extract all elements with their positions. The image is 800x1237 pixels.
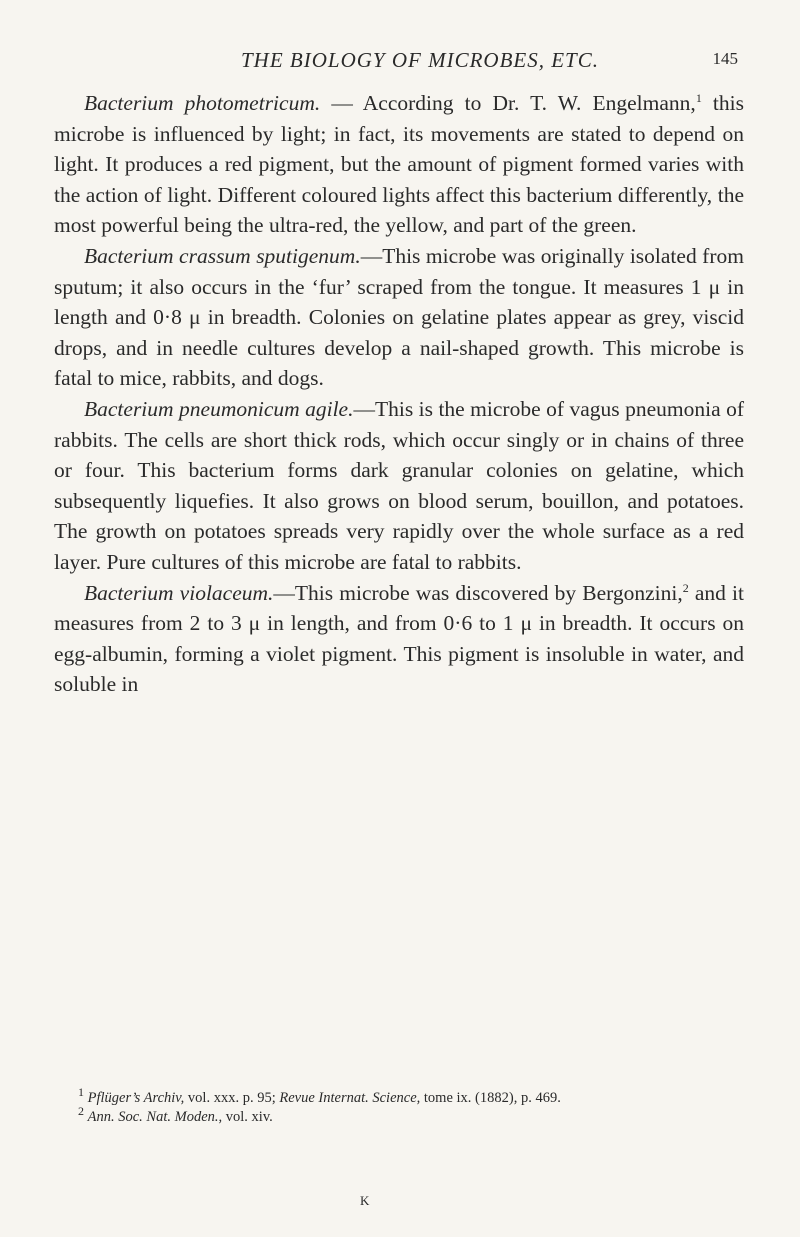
footnote-ref: 1: [695, 90, 702, 105]
paragraph-crassum-sputigenum: Bacterium crassum sputigenum.—This microbe was originally isolated from sputum; it also occurs in the ‘fur’ scraped from the tongue. It measures 1 μ in length and 0·8 μ in breadth. Colonies on gelatine plates appear as grey, viscid drops, and in needle cultures develop a nail-shaped growth. This microbe is fatal to mice, rabbits, and dogs.: [54, 243, 744, 391]
body-text: [54, 88, 744, 700]
species-name: Bacterium crassum sputigenum.: [84, 243, 361, 268]
page-header: [100, 48, 740, 78]
footnote-2: $^2$ Ann. Soc. Nat. Moden., vol. xiv.: [78, 1104, 273, 1125]
signature-mark: K: [360, 1193, 370, 1208]
species-name: Bacterium violaceum.: [84, 580, 274, 605]
footnote-1: $^1$ Pflüger’s Archiv, vol. xxx. p. 95; Revue Internat. Science, tome ix. (1882), p. 469.: [78, 1085, 561, 1106]
paragraph-pneumonicum-agile: Bacterium pneumonicum agile.—This is the microbe of vagus pneumonia of rabbits. The cells are short thick rods, which occur singly or in chains of three or four. This bacterium forms dark granular colonies on gelatine, which subsequently liquefies. It also grows on blood serum, bouillon, and potatoes. The growth on potatoes spreads very rapidly over the whole surface as a red layer. Pure cultures of this microbe are fatal to rabbits.: [54, 396, 744, 574]
running-title: THE BIOLOGY OF MICROBES, ETC.: [241, 48, 599, 72]
paragraph-photometricum: Bacterium photometricum. — According to Dr. T. W. Engelmann,$^1$ this microbe is influenced by light; in fact, its movements are stated to depend on light. It produces a red pigment, but the amount of pigment formed varies with the action of light. Different coloured lights affect this bacterium differently, the most powerful being the ultra-red, the yellow, and part of the green.: [54, 90, 744, 238]
footnote-ref: 2: [682, 580, 689, 595]
footnote-mark: 2: [78, 1104, 84, 1119]
species-name: Bacterium photometricum.: [84, 91, 321, 115]
page-number: 145: [712, 49, 738, 68]
paragraph-violaceum: Bacterium violaceum.—This microbe was discovered by Bergonzini,$^2$ and it measures from 2 to 3 μ in length, and from 0·6 to 1 μ in breadth. It occurs on egg-albumin, forming a violet pigment. This pigment is insoluble in water, and soluble in: [54, 580, 744, 697]
species-name: Bacterium pneumonicum agile.: [84, 396, 354, 421]
footnotes: [54, 1085, 744, 1127]
footnote-mark: 1: [78, 1085, 84, 1100]
